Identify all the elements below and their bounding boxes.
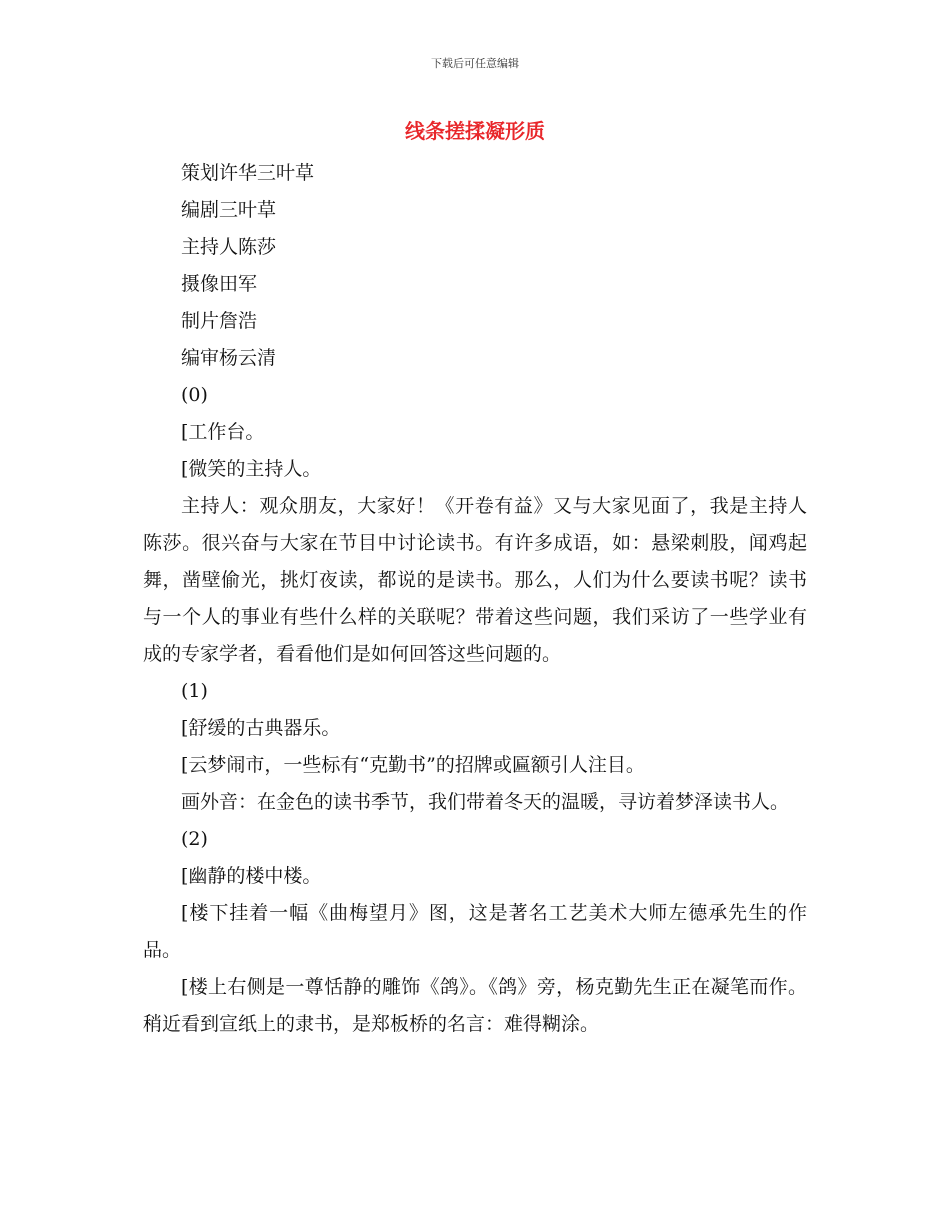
scene-direction: [云梦闹市，一些标有“克勤书”的招牌或匾额引人注目。 bbox=[181, 754, 645, 776]
credit-line: 编审杨云清 bbox=[181, 347, 277, 369]
document-title: 线条搓揉凝形质 bbox=[405, 119, 545, 143]
header-note: 下载后可任意编辑 bbox=[431, 57, 519, 70]
host-speech: 主持人：观众朋友，大家好！《开卷有益》又与大家见面了，我是主持人陈莎。很兴奋与大家在节目中讨论读书。有许多成语，如：悬梁刺股，闻鸡起舞，凿壁偷光，挑灯夜读，都说的是读书。那么，人们为什么要读书呢？读书与一个人的事业有些什么样的关联呢？带着这些问题，我们采访了一些学业有成的专家学者，看看他们是如何回答这些问题的。 bbox=[143, 495, 807, 665]
section-number: (1) bbox=[181, 680, 208, 702]
credit-line: 编剧三叶草 bbox=[181, 199, 277, 221]
scene-direction: [幽静的楼中楼。 bbox=[181, 865, 322, 887]
scene-direction: [舒缓的古典器乐。 bbox=[181, 717, 341, 739]
credit-line: 摄像田军 bbox=[181, 273, 258, 295]
section-number: (2) bbox=[181, 828, 208, 850]
scene-direction: [微笑的主持人。 bbox=[181, 458, 322, 480]
section-number: (0) bbox=[181, 384, 208, 406]
scene-direction: [楼下挂着一幅《曲梅望月》图，这是著名工艺美术大师左德承先生的作品。 bbox=[143, 902, 807, 961]
credit-line: 制片詹浩 bbox=[181, 310, 258, 332]
scene-direction: [工作台。 bbox=[181, 421, 265, 443]
credit-line: 策划许华三叶草 bbox=[181, 162, 315, 184]
scene-direction: [楼上右侧是一尊恬静的雕饰《鸽》。《鸽》旁，杨克勤先生正在凝笔而作。稍近看到宣纸上的隶书，是郑板桥的名言：难得糊涂。 bbox=[143, 976, 807, 1035]
credit-line: 主持人陈莎 bbox=[181, 236, 277, 258]
voiceover: 画外音：在金色的读书季节，我们带着冬天的温暖，寻访着梦泽读书人。 bbox=[181, 791, 790, 813]
document-body bbox=[143, 155, 807, 1043]
